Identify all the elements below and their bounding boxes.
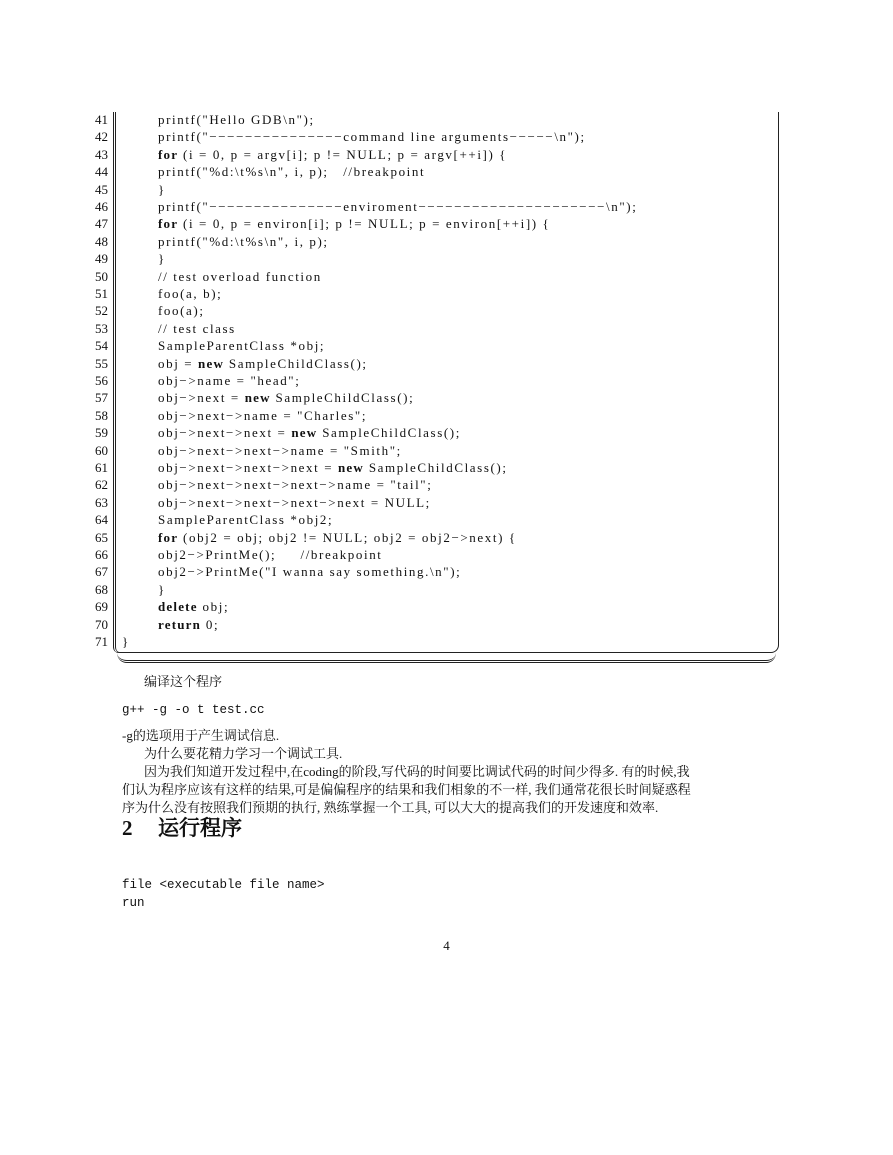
line-number: 65 bbox=[95, 529, 108, 545]
line-number: 47 bbox=[95, 216, 108, 232]
code-line bbox=[158, 215, 550, 232]
code-line bbox=[158, 407, 367, 424]
code-text: obj = bbox=[158, 355, 199, 371]
line-number: 46 bbox=[95, 199, 108, 214]
code-text: } bbox=[122, 634, 130, 649]
line-number: 44 bbox=[95, 164, 108, 180]
line-number: 60 bbox=[95, 442, 108, 458]
code-text: SampleParentClass *obj; bbox=[158, 338, 326, 354]
line-number: 52 bbox=[95, 303, 108, 319]
line-number: 56 bbox=[95, 373, 108, 388]
code-keyword: new bbox=[337, 460, 364, 475]
code-line bbox=[122, 633, 130, 650]
code-text: obj−>next−>next = bbox=[158, 425, 292, 441]
line-number: 68 bbox=[95, 581, 108, 597]
code-text: printf("−−−−−−−−−−−−−−−command line arguments−−−−−\n"); bbox=[158, 129, 586, 145]
code-line bbox=[158, 163, 425, 180]
line-number: 66 bbox=[95, 547, 108, 562]
code-line bbox=[158, 581, 166, 598]
compile-command: g++ -g -o t test.cc bbox=[122, 703, 265, 717]
line-number: 59 bbox=[95, 425, 108, 441]
code-text: obj−>next−>name = "Charles"; bbox=[158, 407, 368, 423]
code-line bbox=[158, 250, 166, 267]
g-option-note: -g的选项用于产生调试信息. bbox=[122, 728, 280, 743]
compile-intro: 编译这个程序 bbox=[144, 674, 223, 689]
reason-line-3: 序为什么没有按照我们预期的执行, 熟练掌握一个工具, 可以大大的提高我们的开发速度和效率. bbox=[122, 800, 659, 815]
code-text: SampleChildClass(); bbox=[270, 390, 415, 406]
line-number: 54 bbox=[95, 338, 108, 354]
line-number: 71 bbox=[95, 634, 108, 649]
code-line bbox=[158, 128, 586, 145]
code-text: } bbox=[158, 181, 166, 197]
code-line bbox=[158, 355, 368, 372]
code-line bbox=[158, 442, 402, 459]
code-line bbox=[158, 198, 637, 215]
code-text: obj−>next = bbox=[158, 390, 245, 406]
line-number: 69 bbox=[95, 599, 108, 615]
line-number: 58 bbox=[95, 407, 108, 423]
code-text: printf("%d:\t%s\n", i, p); bbox=[158, 233, 329, 249]
code-text: obj−>next−>next−>next−>name = "tail"; bbox=[158, 477, 433, 493]
code-line bbox=[158, 563, 461, 580]
code-line bbox=[158, 372, 300, 389]
line-number: 62 bbox=[95, 477, 108, 493]
code-text: printf("−−−−−−−−−−−−−−−enviroment−−−−−−−−−−−−−−−−−−−−−\n"); bbox=[158, 199, 638, 214]
why-paragraph: 为什么要花精力学习一个调试工具. bbox=[144, 746, 343, 761]
command-run: run bbox=[122, 896, 145, 910]
code-text: (i = 0, p = environ[i]; p != NULL; p = environ[++i]) { bbox=[178, 216, 551, 232]
code-text: obj; bbox=[197, 599, 230, 615]
command-file: file <executable file name> bbox=[122, 878, 325, 892]
section-title: 运行程序 bbox=[158, 816, 242, 840]
code-line bbox=[158, 389, 414, 406]
code-keyword: for bbox=[158, 216, 179, 232]
code-line bbox=[158, 302, 205, 319]
code-text: // test class bbox=[158, 320, 236, 336]
line-number: 49 bbox=[95, 251, 108, 267]
code-line bbox=[158, 233, 329, 250]
code-line bbox=[158, 285, 222, 302]
code-keyword: for bbox=[158, 529, 179, 545]
code-text: foo(a); bbox=[158, 303, 205, 319]
code-text: } bbox=[158, 251, 166, 267]
line-number: 45 bbox=[95, 181, 108, 197]
reason-line-1: 因为我们知道开发过程中,在coding的阶段,写代码的时间要比调试代码的时间少得多. 有的时候,我 bbox=[144, 764, 690, 779]
reason-line-2: 们认为程序应该有这样的结果,可是偏偏程序的结果和我们相象的不一样, 我们通常花很长时间疑惑程 bbox=[122, 782, 691, 797]
line-number: 55 bbox=[95, 355, 108, 371]
code-line bbox=[158, 511, 333, 528]
line-number: 64 bbox=[95, 512, 108, 528]
code-line bbox=[158, 337, 325, 354]
code-text: (obj2 = obj; obj2 != NULL; obj2 = obj2−>next) { bbox=[178, 529, 517, 545]
code-keyword: new bbox=[291, 425, 318, 441]
line-number: 41 bbox=[95, 112, 108, 127]
code-text: 0; bbox=[201, 616, 220, 632]
line-number: 61 bbox=[95, 460, 108, 475]
code-keyword: return bbox=[158, 616, 202, 632]
code-keyword: for bbox=[158, 146, 179, 162]
code-text: foo(a, b); bbox=[158, 286, 223, 301]
code-line bbox=[158, 616, 219, 633]
code-text: obj−>next−>next−>next−>next = NULL; bbox=[158, 494, 431, 510]
page-number: 4 bbox=[443, 938, 450, 953]
code-text: obj−>next−>next−>next = bbox=[158, 460, 338, 475]
section-heading bbox=[122, 812, 242, 842]
line-number: 50 bbox=[95, 268, 108, 284]
line-number: 63 bbox=[95, 494, 108, 510]
line-number: 70 bbox=[95, 616, 108, 632]
line-number: 53 bbox=[95, 320, 108, 336]
code-text: // test overload function bbox=[158, 268, 322, 284]
line-number: 48 bbox=[95, 233, 108, 249]
code-line bbox=[158, 181, 166, 198]
code-text: obj2−>PrintMe("I wanna say something.\n"); bbox=[158, 564, 462, 580]
code-text: obj−>next−>next−>name = "Smith"; bbox=[158, 442, 402, 458]
code-text: SampleParentClass *obj2; bbox=[158, 512, 334, 528]
code-line bbox=[158, 529, 517, 546]
code-keyword: delete bbox=[158, 599, 198, 615]
code-text: } bbox=[158, 581, 166, 597]
section-number: 2 bbox=[122, 816, 133, 840]
code-text: obj−>name = "head"; bbox=[158, 373, 301, 388]
line-number: 57 bbox=[95, 390, 108, 406]
code-text: (i = 0, p = argv[i]; p != NULL; p = argv[++i]) { bbox=[178, 146, 508, 162]
code-line bbox=[158, 111, 315, 128]
line-number: 42 bbox=[95, 129, 108, 145]
code-text: SampleChildClass(); bbox=[224, 355, 368, 371]
code-keyword: new bbox=[198, 355, 225, 371]
code-text: printf("%d:\t%s\n", i, p); //breakpoint bbox=[158, 164, 426, 180]
code-text: printf("Hello GDB\n"); bbox=[158, 112, 315, 127]
line-number: 51 bbox=[95, 286, 108, 301]
code-text: obj2−>PrintMe(); //breakpoint bbox=[158, 547, 383, 562]
code-line bbox=[158, 424, 461, 441]
code-line bbox=[158, 146, 507, 163]
code-line bbox=[158, 320, 236, 337]
line-number: 67 bbox=[95, 564, 108, 580]
code-text: SampleChildClass(); bbox=[317, 425, 461, 441]
code-line bbox=[158, 598, 229, 615]
code-line bbox=[158, 546, 383, 563]
code-line bbox=[158, 268, 322, 285]
code-line bbox=[158, 459, 508, 476]
code-text: SampleChildClass(); bbox=[363, 460, 508, 475]
code-line bbox=[158, 476, 432, 493]
line-number: 43 bbox=[95, 146, 108, 162]
code-keyword: new bbox=[244, 390, 271, 406]
code-line bbox=[158, 494, 431, 511]
